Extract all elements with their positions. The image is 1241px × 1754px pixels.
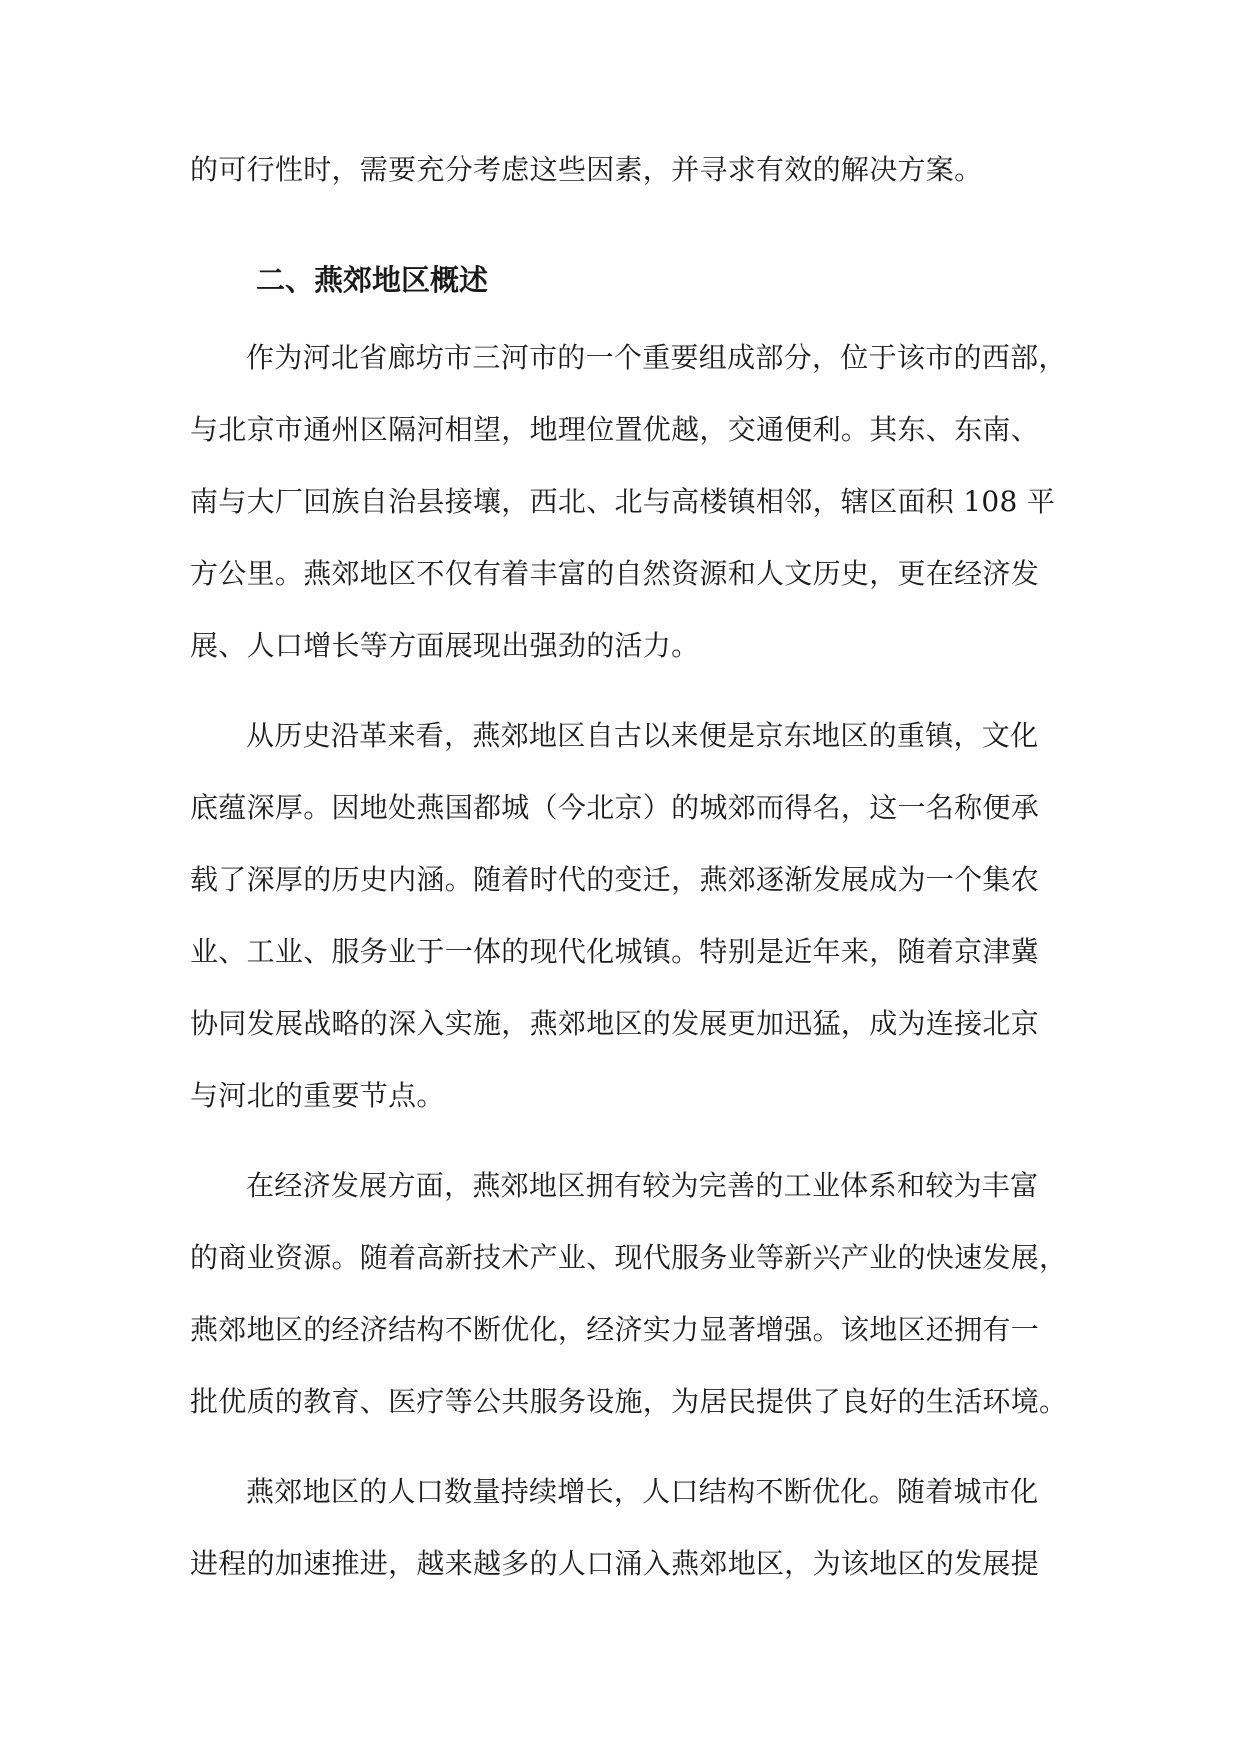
paragraph-line: 底蕴深厚。因地处燕国都城（今北京）的城郊而得名，这一名称便承 [190,791,1040,824]
paragraph-line: 作为河北省廊坊市三河市的一个重要组成部分，位于该市的西部， [246,341,1067,374]
paragraph-line: 协同发展战略的深入实施，燕郊地区的发展更加迅猛，成为连接北京 [190,1007,1040,1040]
paragraph-line: 进程的加速推进，越来越多的人口涌入燕郊地区，为该地区的发展提 [190,1547,1040,1580]
paragraph-line: 的商业资源。随着高新技术产业、现代服务业等新兴产业的快速发展， [190,1241,1068,1274]
paragraph-line: 方公里。燕郊地区不仅有着丰富的自然资源和人文历史，更在经济发 [190,557,1040,590]
paragraph-line: 南与大厂回族自治县接壤，西北、北与高楼镇相邻，辖区面积 108 平 [190,485,1056,518]
section-heading: 二、燕郊地区概述 [256,263,489,297]
paragraph-line: 展、人口增长等方面展现出强劲的活力。 [190,629,700,662]
paragraph-line: 从历史沿革来看，燕郊地区自古以来便是京东地区的重镇，文化 [246,719,1039,752]
paragraph-line: 燕郊地区的人口数量持续增长，人口结构不断优化。随着城市化 [246,1475,1039,1508]
paragraph-line: 业、工业、服务业于一体的现代化城镇。特别是近年来，随着京津冀 [190,935,1040,968]
paragraph-line: 与北京市通州区隔河相望，地理位置优越，交通便利。其东、东南、 [190,413,1040,446]
paragraph-line: 批优质的教育、医疗等公共服务设施，为居民提供了良好的生活环境。 [190,1385,1068,1418]
paragraph-line: 燕郊地区的经济结构不断优化，经济实力显著增强。该地区还拥有一 [190,1313,1040,1346]
paragraph-line: 的可行性时，需要充分考虑这些因素，并寻求有效的解决方案。 [190,153,983,186]
paragraph-line: 载了深厚的历史内涵。随着时代的变迁，燕郊逐渐发展成为一个集农 [190,863,1040,896]
paragraph-line: 在经济发展方面，燕郊地区拥有较为完善的工业体系和较为丰富 [246,1169,1039,1202]
paragraph-line: 与河北的重要节点。 [190,1079,445,1112]
